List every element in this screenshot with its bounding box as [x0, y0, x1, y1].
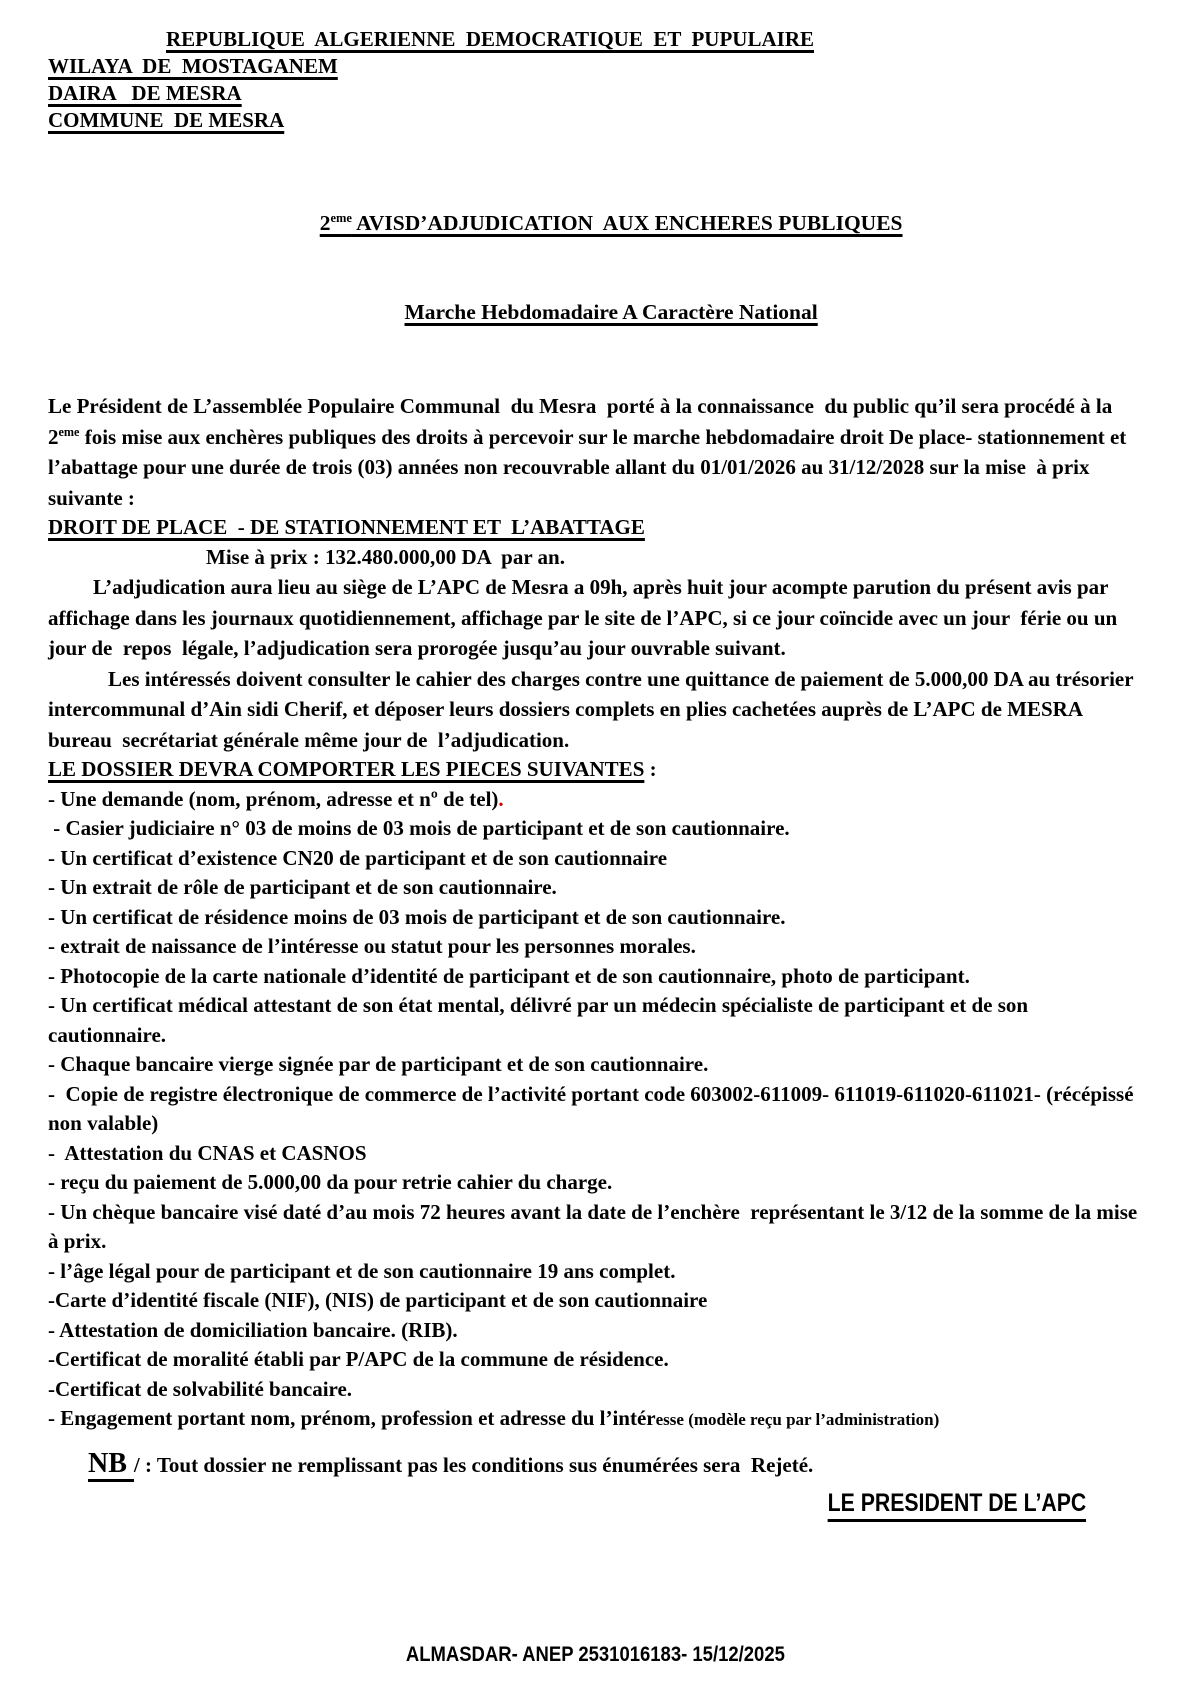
- notice-title-superscript: eme: [330, 210, 352, 225]
- commune-header-text: COMMUNE DE MESRA: [48, 108, 285, 132]
- notice-subtitle: [48, 267, 1142, 357]
- republic-header-line: [166, 26, 1142, 53]
- engagement-small-text: esse (modèle reçu par l’administration): [655, 1410, 940, 1429]
- nb-text: / : Tout dossier ne remplissant pas les conditions sus énumérées sera Rejeté.: [133, 1452, 814, 1477]
- daira-header-line: [48, 80, 1142, 107]
- wilaya-header-text: WILAYA DE MOSTAGANEM: [48, 54, 338, 78]
- intro-paragraph: [48, 391, 1142, 513]
- list-item: -Certificat de moralité établi par P/APC de la commune de résidence.: [48, 1347, 669, 1371]
- list-item: -Carte d’identité fiscale (NIF), (NIS) de participant et de son cautionnaire: [48, 1288, 708, 1312]
- list-item-demande-red-period: .: [498, 786, 504, 811]
- intro-superscript: eme: [58, 424, 80, 439]
- list-item: - l’âge légal pour de participant et de son cautionnaire 19 ans complet.: [48, 1258, 676, 1283]
- list-item: - Un certificat médical attestant de son état mental, délivré par un médecin spécialiste de participant et de son cautionnaire.: [48, 993, 1034, 1047]
- nb-note: [88, 1445, 1142, 1484]
- notice-title-number: 2: [319, 211, 331, 235]
- notice-title: [48, 180, 1142, 267]
- list-item: - Un extrait de rôle de participant et de son cautionnaire.: [48, 875, 557, 899]
- list-item: - Chaque bancaire vierge signée par de participant et de son cautionnaire.: [48, 1052, 709, 1076]
- commune-header-line: [48, 107, 1142, 134]
- list-item-demande-text: - Une demande (nom, prénom, adresse et nº de tel): [48, 786, 499, 811]
- list-item: - Attestation de domiciliation bancaire. (RIB).: [48, 1317, 458, 1342]
- list-item: - extrait de naissance de l’intéresse ou statut pour les personnes morales.: [48, 934, 696, 958]
- notice-title-rest: AVISD’ADJUDICATION AUX ENCHERES PUBLIQUES: [351, 211, 903, 235]
- engagement-main-text: - Engagement portant nom, prénom, profession et adresse du l’intér: [48, 1406, 656, 1430]
- notice-subtitle-text: Marche Hebdomadaire A Caractère National: [404, 300, 818, 324]
- list-item-demande: [48, 785, 1142, 815]
- list-item-engagement: [48, 1404, 1142, 1435]
- list-item: - Copie de registre électronique de commerce de l’activité portant code 603002-611009- 611019-611020-611021- (récépissé non valable): [48, 1081, 1139, 1135]
- dossier-heading-colon: :: [644, 757, 657, 781]
- list-item: - Un chèque bancaire visé daté d’au mois 72 heures avant la date de l’enchère représentant le 3/12 de la somme de la mise à prix.: [48, 1199, 1143, 1253]
- intro-part1: Le Président de L’assemblée Populaire Communal du Mesra porté à la connaissance du public qu’il sera procédé à la 2: [48, 394, 1118, 449]
- president-signature-text: LE PRESIDENT DE L’APC: [827, 1488, 1086, 1522]
- list-item: - reçu du paiement de 5.000,00 da pour retrie cahier du charge.: [48, 1170, 613, 1194]
- rights-heading-text: DROIT DE PLACE - DE STATIONNEMENT ET L’ABATTAGE: [48, 515, 645, 539]
- anep-footer-text: ALMASDAR- ANEP 2531016183- 15/12/2025: [405, 1643, 785, 1666]
- rights-heading-line: [48, 513, 1142, 543]
- president-signature-line: [48, 1488, 1142, 1522]
- dossier-heading-line: [48, 755, 1142, 785]
- anep-footer: [0, 1643, 1190, 1667]
- list-item: -Certificat de solvabilité bancaire.: [48, 1376, 353, 1401]
- list-item: - Casier judiciaire n° 03 de moins de 03 mois de participant et de son cautionnaire.: [48, 816, 790, 840]
- document-content: [48, 26, 1142, 1522]
- wilaya-header-line: [48, 53, 1142, 80]
- list-item: - Un certificat d’existence CN20 de participant et de son cautionnaire: [48, 845, 668, 870]
- list-item: - Attestation du CNAS et CASNOS: [48, 1140, 367, 1165]
- nb-label: NB: [88, 1448, 134, 1482]
- consultation-paragraph: Les intéressés doivent consulter le cahier des charges contre une quittance de paiement de 5.000,00 DA au trésorier intercommunal d’Ain sidi Cherif, et déposer leurs dossiers complets en plies cachetées auprès de L’APC de MESRA bureau secrétariat générale même jour de l’adjudication.: [48, 666, 1139, 752]
- list-item: - Photocopie de la carte nationale d’identité de participant et de son cautionnaire, photo de participant.: [48, 963, 970, 988]
- intro-part2: fois mise aux enchères publiques des droits à percevoir sur le marche hebdomadaire droit De place- stationnement et l’abattage pour une durée de trois (03) années non recouvrable allant du 01/01/2026 au 31/12/2028 sur la mise à prix suivante :: [48, 424, 1132, 510]
- adjudication-paragraph: L’adjudication aura lieu au siège de L’APC de Mesra a 09h, après huit jour acompte parution du présent avis par affichage dans les journaux quotidiennement, affichage par le site de l’APC, si ce jour coïncide avec un jour férie ou un jour de repos légale, l’adjudication sera prorogée jusqu’au jour ouvrable suivant.: [48, 575, 1123, 660]
- list-item: - Un certificat de résidence moins de 03 mois de participant et de son cautionnaire.: [48, 904, 786, 929]
- dossier-heading-text: LE DOSSIER DEVRA COMPORTER LES PIECES SUIVANTES: [48, 757, 645, 781]
- daira-header-text: DAIRA DE MESRA: [48, 81, 242, 105]
- republic-header-text: REPUBLIQUE ALGERIENNE DEMOCRATIQUE ET PUPULAIRE: [166, 27, 814, 51]
- notice-title-text: [320, 211, 903, 235]
- starting-price-line: Mise à prix : 132.480.000,00 DA par an.: [206, 544, 565, 569]
